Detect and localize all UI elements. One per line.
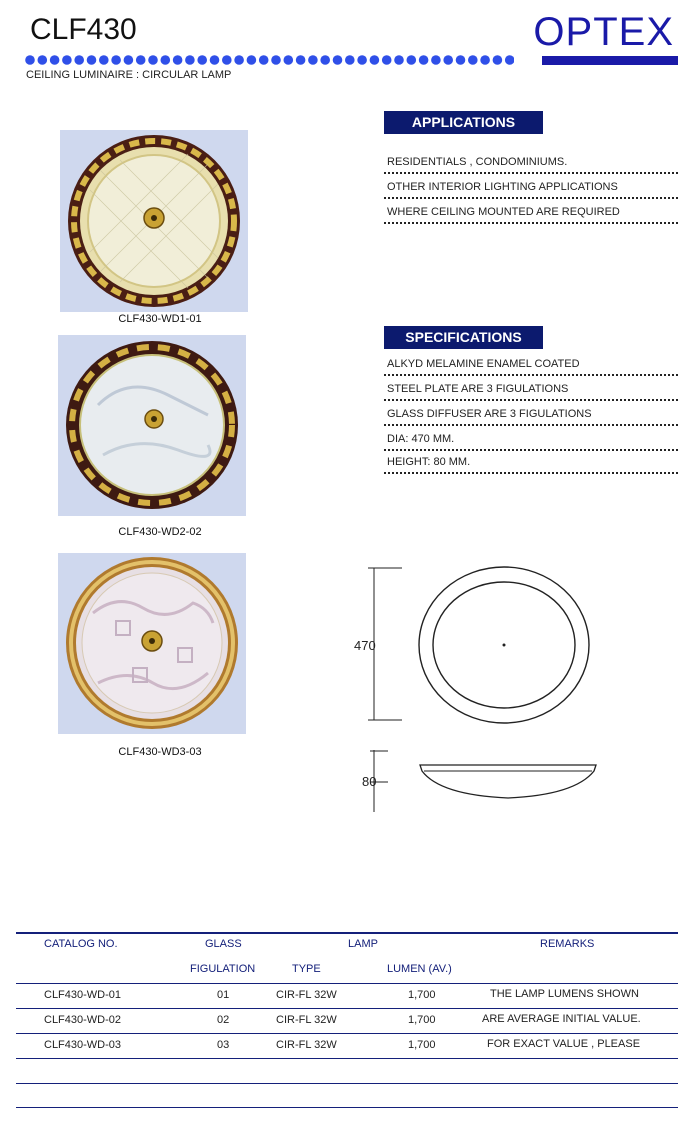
cell-catalog: CLF430-WD-01 <box>44 989 122 1001</box>
decorative-dot <box>419 55 429 65</box>
image-caption: CLF430-WD2-02 <box>118 526 202 538</box>
image-caption: CLF430-WD3-03 <box>118 746 202 758</box>
table-divider <box>16 1008 678 1009</box>
decorative-dot <box>505 55 514 65</box>
cell-type: CIR-FL 32W <box>276 989 337 1001</box>
specification-item: ALKYD MELAMINE ENAMEL COATED <box>384 352 678 376</box>
specification-item: STEEL PLATE ARE 3 FIGULATIONS <box>384 377 678 401</box>
cell-type: CIR-FL 32W <box>276 1039 337 1051</box>
header-figulation: FIGULATION <box>190 963 256 975</box>
header-catalog: CATALOG NO. <box>44 938 118 950</box>
cell-lumen: 1,700 <box>408 1039 436 1051</box>
decorative-dot <box>25 55 35 65</box>
header-remarks: REMARKS <box>540 938 595 950</box>
decorative-dot <box>234 55 244 65</box>
table-divider <box>16 1058 678 1059</box>
decorative-dot <box>284 55 294 65</box>
decorative-dot <box>210 55 220 65</box>
table-top-border <box>16 932 678 934</box>
table-divider <box>16 1107 678 1108</box>
decorative-dot <box>50 55 60 65</box>
decorative-dot <box>443 55 453 65</box>
cell-remarks: THE LAMP LUMENS SHOWN <box>490 988 639 1000</box>
ceiling-lamp-photo-wd2 <box>58 335 246 516</box>
brand-logo: OPTEX <box>533 10 674 54</box>
decorative-dot-row <box>24 54 514 66</box>
decorative-dot <box>124 55 134 65</box>
header-lamp: LAMP <box>348 938 378 950</box>
ceiling-lamp-photo-wd1 <box>60 130 248 312</box>
application-item: OTHER INTERIOR LIGHTING APPLICATIONS <box>384 175 678 199</box>
applications-heading: APPLICATIONS <box>384 111 543 134</box>
application-item: RESIDENTIALS , CONDOMINIUMS. <box>384 150 678 174</box>
decorative-dot <box>370 55 380 65</box>
cell-figulation: 03 <box>217 1039 230 1051</box>
decorative-dot <box>345 55 355 65</box>
cell-lumen: 1,700 <box>408 989 436 1001</box>
decorative-dot <box>394 55 404 65</box>
product-subtitle: CEILING LUMINAIRE : CIRCULAR LAMP <box>26 69 232 81</box>
cell-lumen: 1,700 <box>408 1014 436 1026</box>
decorative-dot <box>136 55 146 65</box>
decorative-dot <box>382 55 392 65</box>
decorative-dot <box>87 55 97 65</box>
decorative-dot <box>99 55 109 65</box>
decorative-dot <box>308 55 318 65</box>
ceiling-lamp-photo-wd3 <box>58 553 246 734</box>
decorative-dot <box>111 55 121 65</box>
application-item: WHERE CEILING MOUNTED ARE REQUIRED <box>384 200 678 224</box>
decorative-dot <box>197 55 207 65</box>
decorative-dot <box>431 55 441 65</box>
header-lumen: LUMEN (AV.) <box>387 963 452 975</box>
decorative-dot <box>271 55 281 65</box>
height-label: 80 <box>362 774 377 789</box>
decorative-dot <box>161 55 171 65</box>
decorative-dot <box>222 55 232 65</box>
specifications-heading: SPECIFICATIONS <box>384 326 543 349</box>
table-divider <box>16 983 678 984</box>
decorative-dot <box>480 55 490 65</box>
specification-item: HEIGHT: 80 MM. <box>384 450 678 474</box>
decorative-dot <box>185 55 195 65</box>
technical-drawing <box>350 550 690 830</box>
header-type: TYPE <box>292 963 321 975</box>
decorative-dot <box>407 55 417 65</box>
decorative-dot <box>357 55 367 65</box>
decorative-dot <box>320 55 330 65</box>
decorative-dot <box>247 55 257 65</box>
decorative-dot <box>148 55 158 65</box>
specification-item: DIA: 470 MM. <box>384 427 678 451</box>
image-caption: CLF430-WD1-01 <box>118 313 202 325</box>
brand-underline-bar <box>542 56 678 65</box>
decorative-dot <box>74 55 84 65</box>
cell-figulation: 02 <box>217 1014 230 1026</box>
cell-figulation: 01 <box>217 989 230 1001</box>
cell-catalog: CLF430-WD-03 <box>44 1039 122 1051</box>
product-model-title: CLF430 <box>30 13 137 46</box>
decorative-dot <box>456 55 466 65</box>
table-divider <box>16 1033 678 1034</box>
decorative-dot <box>296 55 306 65</box>
decorative-dot <box>259 55 269 65</box>
header-glass: GLASS <box>205 938 242 950</box>
decorative-dot <box>173 55 183 65</box>
diameter-label: 470 <box>354 638 376 653</box>
decorative-dot <box>493 55 503 65</box>
decorative-dot <box>468 55 478 65</box>
cell-remarks: ARE AVERAGE INITIAL VALUE. <box>482 1013 641 1025</box>
cell-type: CIR-FL 32W <box>276 1014 337 1026</box>
specification-item: GLASS DIFFUSER ARE 3 FIGULATIONS <box>384 402 678 426</box>
cell-remarks: FOR EXACT VALUE , PLEASE <box>487 1038 641 1050</box>
decorative-dot <box>333 55 343 65</box>
cell-catalog: CLF430-WD-02 <box>44 1014 122 1026</box>
table-divider <box>16 1083 678 1084</box>
decorative-dot <box>38 55 48 65</box>
decorative-dot <box>62 55 72 65</box>
